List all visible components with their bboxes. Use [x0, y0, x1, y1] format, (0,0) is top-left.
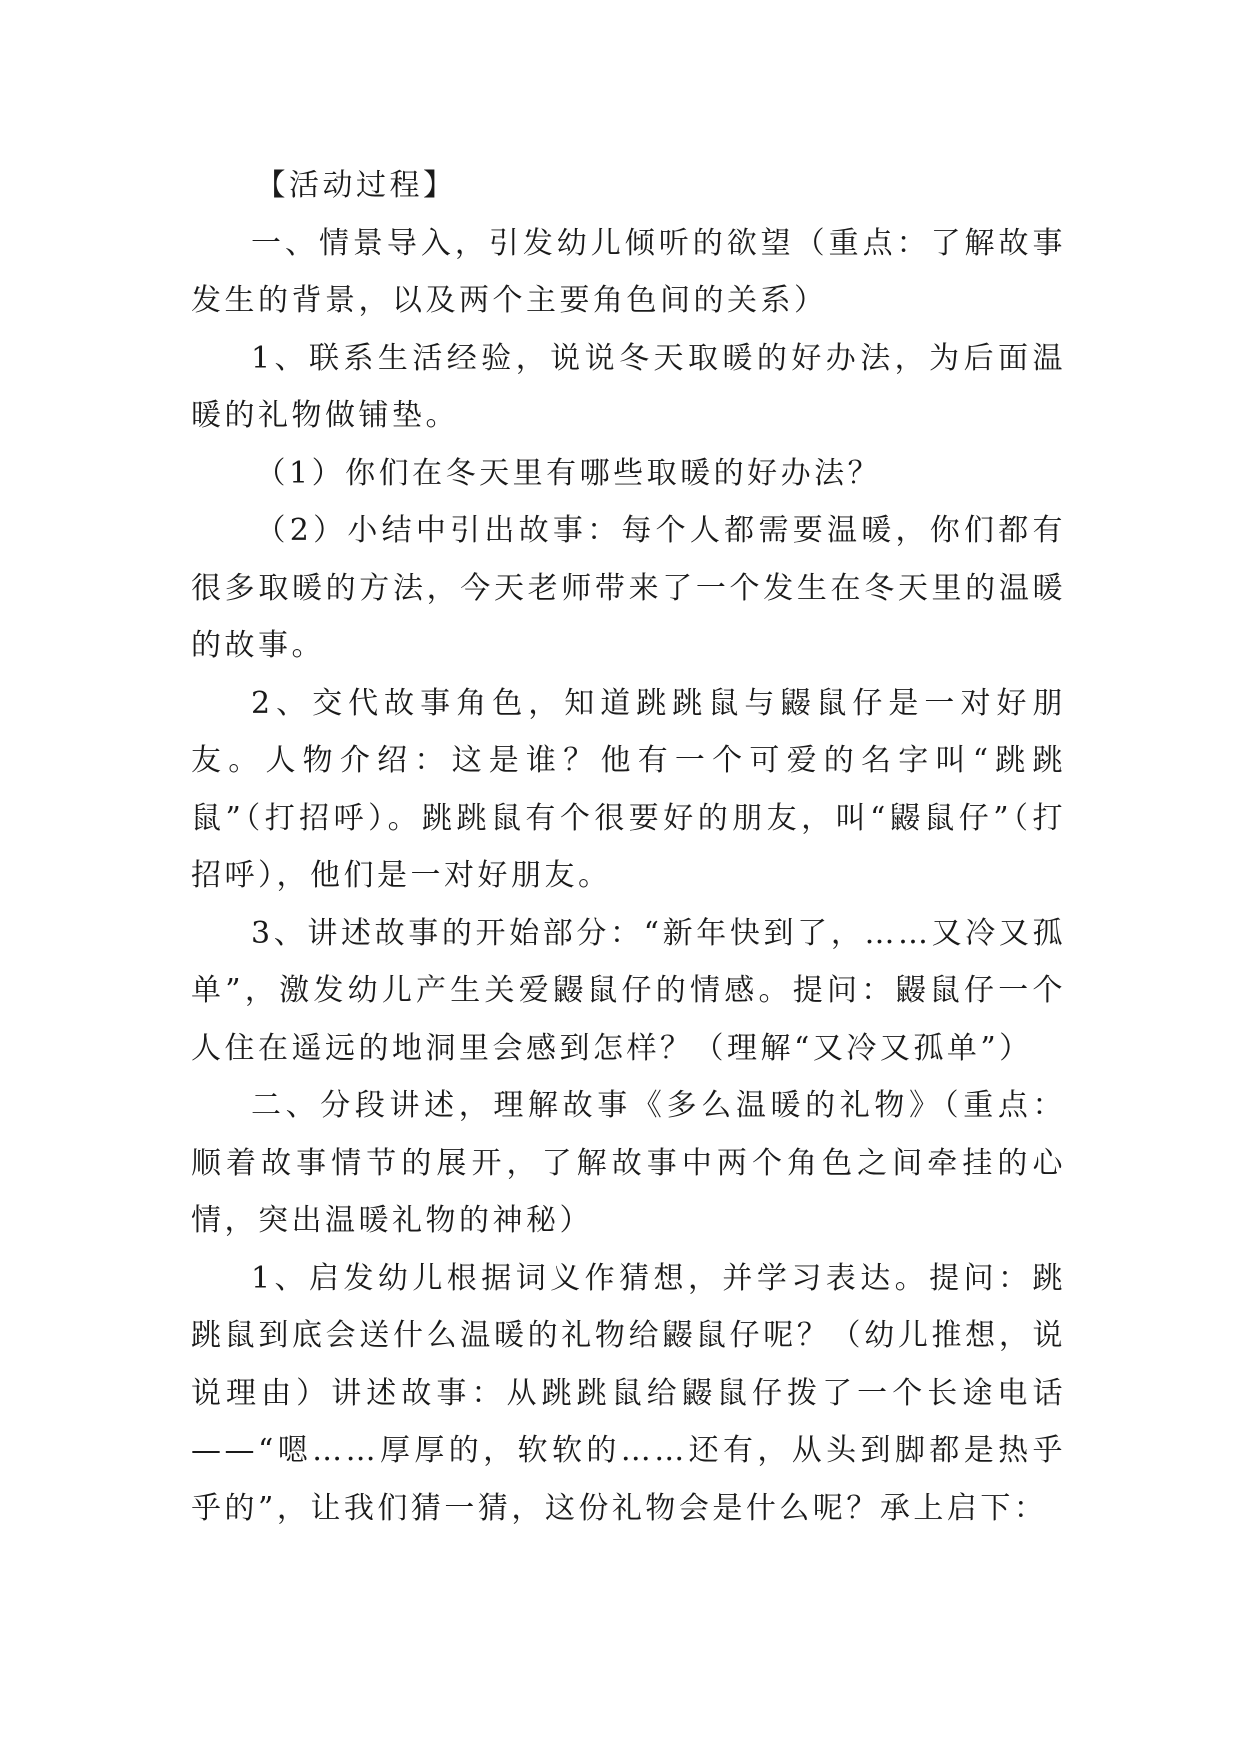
paragraph-step-3: 3、讲述故事的开始部分：“新年快到了，……又冷又孤单”，激发幼儿产生关爱鼹鼠仔的情感。提问：鼹鼠仔一个人住在遥远的地洞里会感到怎样？（理解“又冷又孤单”）: [191, 915, 1066, 1066]
paragraph-part-two-title: 二、分段讲述，理解故事《多么温暖的礼物》（重点：顺着故事情节的展开，了解故事中两个角色之间牵挂的心情，突出温暖礼物的神秘）: [191, 1088, 1066, 1238]
paragraph-summary-2: （2）小结中引出故事：每个人都需要温暖，你们都有很多取暖的方法，今天老师带来了一个发生在冬天里的温暖的故事。: [191, 513, 1066, 663]
paragraph-step-2: 2、交代故事角色，知道跳跳鼠与鼹鼠仔是一对好朋友。人物介绍：这是谁？他有一个可爱的名字叫“跳跳鼠”（打招呼）。跳跳鼠有个很要好的朋友，叫“鼹鼠仔”（打招呼），他们是一对好朋友。: [191, 685, 1066, 893]
paragraph-part-two-step-1: 1、启发幼儿根据词义作猜想，并学习表达。提问：跳跳鼠到底会送什么温暖的礼物给鼹鼠仔呢？（幼儿推想，说说理由）讲述故事：从跳跳鼠给鼹鼠仔拨了一个长途电话——“嗯……厚厚的，软软的……还有，从头到脚都是热乎乎的”，让我们猜一猜，这份礼物会是什么呢？承上启下：: [191, 1260, 1066, 1526]
document-body: [191, 157, 1066, 1537]
paragraph-step-1: 1、联系生活经验，说说冬天取暖的好办法，为后面温暖的礼物做铺垫。: [191, 340, 1066, 433]
paragraph-part-one-title: 一、情景导入，引发幼儿倾听的欲望（重点：了解故事发生的背景，以及两个主要角色间的关系）: [191, 225, 1066, 318]
section-heading: 【活动过程】: [255, 168, 457, 203]
paragraph-question-1: （1）你们在冬天里有哪些取暖的好办法？: [255, 455, 882, 491]
